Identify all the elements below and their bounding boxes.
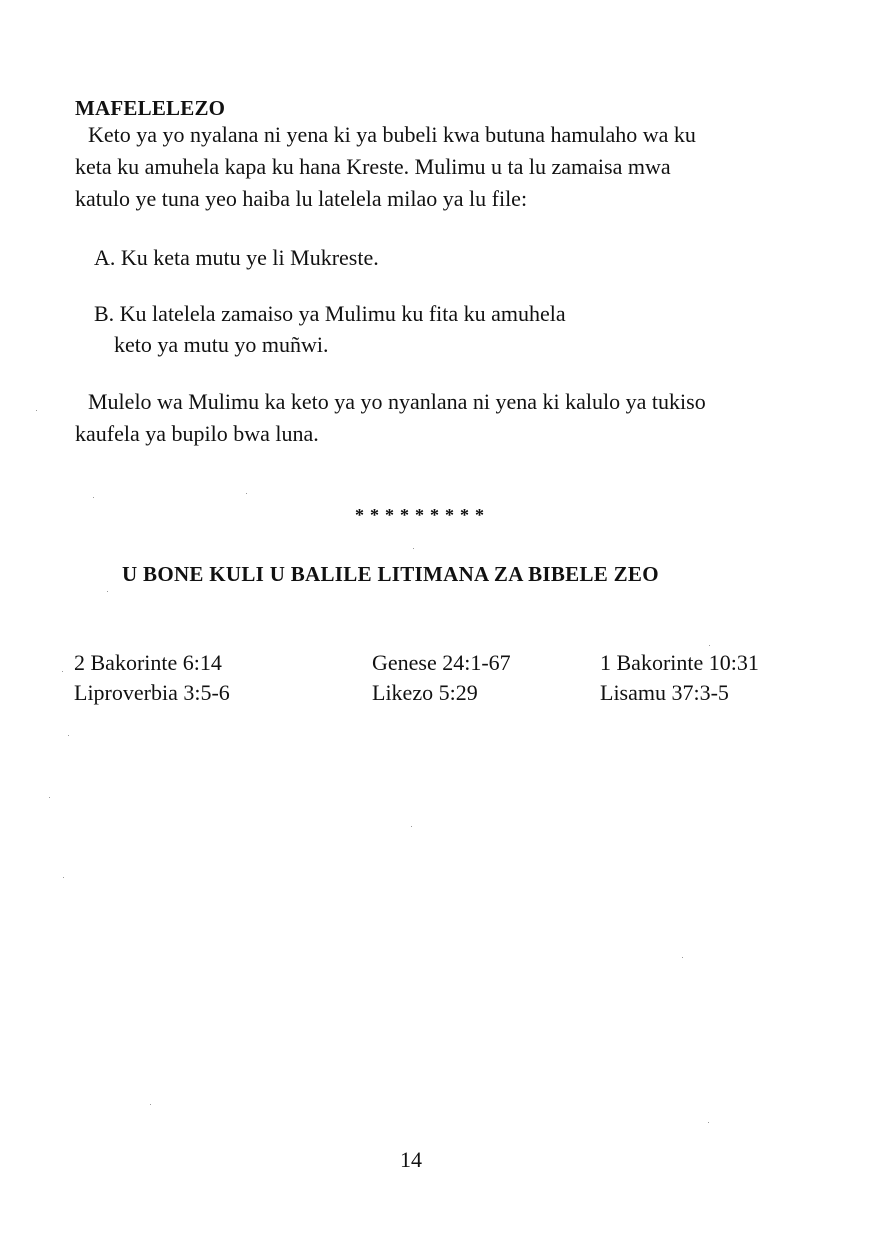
scripture-reference: Likezo 5:29 — [372, 680, 478, 705]
page-number: 14 — [400, 1147, 422, 1172]
section-heading: MAFELELEZO — [75, 96, 226, 120]
scripture-reference: 2 Bakorinte 6:14 — [74, 650, 222, 675]
paragraph-line: katulo ye tuna yeo haiba lu latelela milao ya lu file: — [75, 186, 528, 211]
paragraph-line: kaufela ya bupilo bwa luna. — [75, 421, 319, 446]
list-item-b-line: B. Ku latelela zamaiso ya Mulimu ku fita ku amuhela — [94, 301, 566, 326]
list-item-a: A. Ku keta mutu ye li Mukreste. — [94, 245, 379, 270]
paragraph-line: Mulelo wa Mulimu ka keto ya yo nyanlana ni yena ki kalulo ya tukiso — [88, 389, 706, 414]
scripture-reference: Lisamu 37:3-5 — [600, 680, 729, 705]
paragraph-line: Keto ya yo nyalana ni yena ki ya bubeli kwa butuna hamulaho wa ku — [88, 122, 696, 147]
list-item-b-line: keto ya mutu yo muñwi. — [114, 332, 329, 357]
asterisk-divider: ********* — [355, 505, 490, 525]
scripture-reference: Genese 24:1-67 — [372, 650, 511, 675]
references-title: U BONE KULI U BALILE LITIMANA ZA BIBELE ZEO — [122, 562, 659, 586]
scripture-reference: Liproverbia 3:5-6 — [74, 680, 230, 705]
paragraph-line: keta ku amuhela kapa ku hana Kreste. Mulimu u ta lu zamaisa mwa — [75, 154, 671, 179]
scripture-reference: 1 Bakorinte 10:31 — [600, 650, 759, 675]
